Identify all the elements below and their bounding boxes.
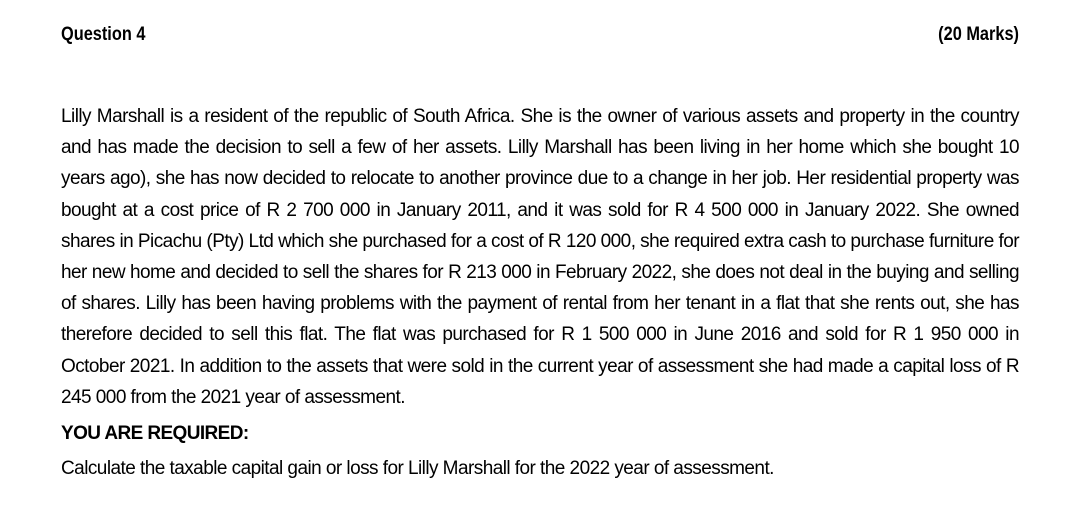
question-page bbox=[61, 24, 1019, 483]
question-title: Question 4 bbox=[61, 24, 146, 45]
question-header bbox=[61, 24, 1019, 52]
question-marks: (20 Marks) bbox=[938, 24, 1019, 45]
question-instruction: Calculate the taxable capital gain or loss for Lilly Marshall for the 2022 year of assessment. bbox=[61, 458, 774, 480]
required-heading: YOU ARE REQUIRED: bbox=[61, 423, 249, 445]
question-body: Lilly Marshall is a resident of the republic of South Africa. She is the owner of various assets and property in the country and has made the decision to sell a few of her assets. Lilly Marshall has been living in her home which she bought 10 years ago), she has now decided to relocate to another province due to a change in her job. Her residential property was bought at a cost price of R 2 700 000 in January 2011, and it was sold for R 4 500 000 in January 2022. She owned shares in Picachu (Pty) Ltd which she purchased for a cost of R 120 000, she required extra cash to purchase furniture for her new home and decided to sell the shares for R 213 000 in February 2022, she does not deal in the buying and selling of shares. Lilly has been having problems with the payment of rental from her tenant in a flat that she rents out, she has therefore decided to sell this flat. The flat was purchased for R 1 500 000 in June 2016 and sold for R 1 950 000 in October 2021. In addition to the assets that were sold in the current year of assessment she had made a capital loss of R 245 000 from the 2021 year of assessment. bbox=[61, 106, 1019, 408]
